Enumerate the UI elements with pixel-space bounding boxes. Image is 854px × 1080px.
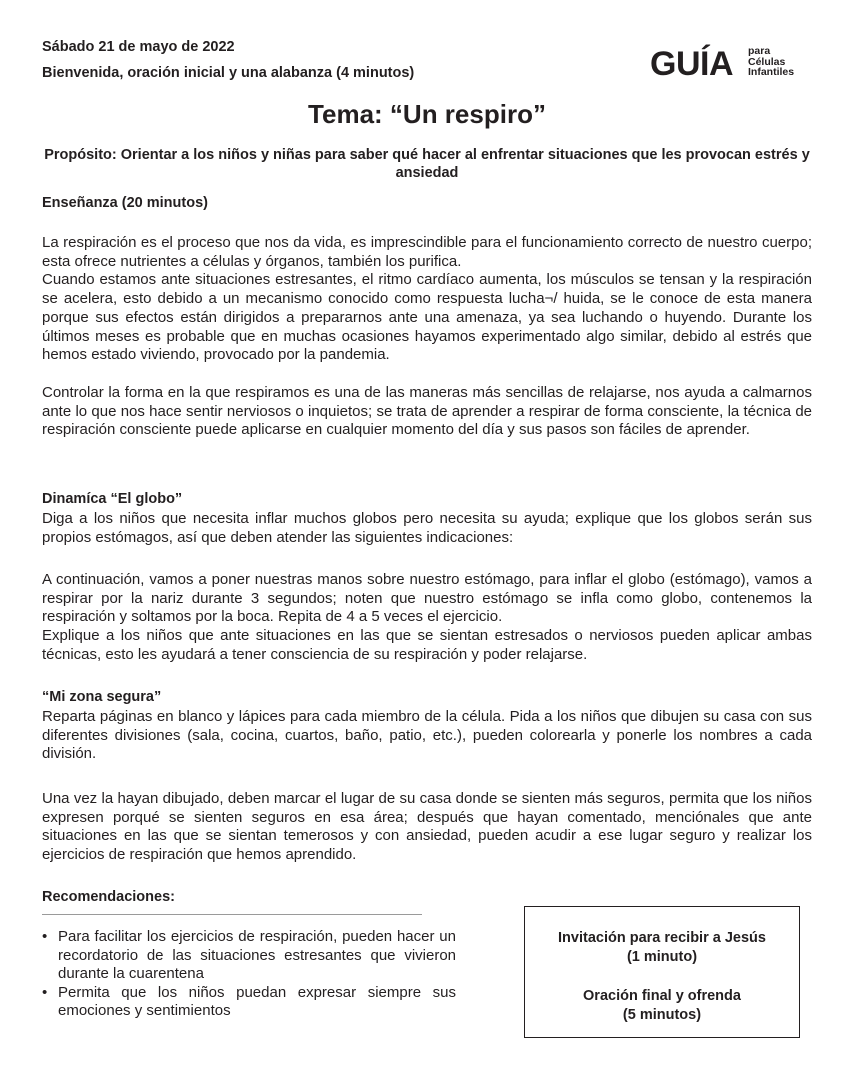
- paragraph: Controlar la forma en la que respiramos es una de las maneras más sencillas de relajarse, nos ayuda a calmarnos ante lo que nos hace sentir nerviosos o inquietos; se trata de aprender a respirar de forma consciente, la técnica de respiración consciente puede aplicarse en cualquier momento del día y sus pasos son fáciles de aprender.: [42, 384, 812, 439]
- teaching-section: [42, 234, 812, 365]
- list-item: [42, 984, 456, 1021]
- globo-instructions: [42, 571, 812, 665]
- logo-subtitle-line: Infantiles: [748, 66, 795, 78]
- paragraph: Cuando estamos ante situaciones estresantes, el ritmo cardíaco aumenta, los músculos se tensan y la respiración se acelera, esto debido a un mecanismo conocido como respuesta lucha¬/ huida, se le conoce de esta manera porque sus efectos están dirigidos a prepararnos ante una amenaza, ya sea luchando o huyendo. Durante los últimos meses es probable que en muchas ocasiones hayamos experimentado algo similar, debido al estrés que hemos estado viviendo, provocado por la pandemia.: [42, 271, 812, 364]
- closing-prayer-block: [525, 987, 799, 1025]
- teaching-heading: Enseñanza (20 minutos): [42, 195, 208, 211]
- paragraph: La respiración es el proceso que nos da vida, es imprescindible para el funcionamiento correcto de nuestro cuerpo; esta ofrece nutrientes a células y órganos, también los purifica.: [42, 234, 812, 270]
- guia-logo: [650, 44, 820, 84]
- invitation-block: [525, 929, 799, 967]
- bullet-icon: •: [42, 928, 48, 945]
- globo-heading: Dinamíca “El globo”: [42, 491, 183, 507]
- invitation-label: Invitación para recibir a Jesús: [558, 930, 766, 946]
- list-item: [42, 928, 456, 984]
- list-item-text: Permita que los niños puedan expresar siempre sus emociones y sentimientos: [58, 983, 456, 1019]
- intro-heading: Bienvenida, oración inicial y una alabanza (4 minutos): [42, 65, 415, 81]
- logo-subtitle: [748, 46, 794, 78]
- paragraph: Una vez la hayan dibujado, deben marcar el lugar de su casa donde se sienten más seguros, permita que los niños expresen porqué se sienten seguros en esa área; después que hayan comentado, menciónales que ante situaciones en las que se sientan temerosos y con ansiedad, pueden acudir a ese lugar seguro y realizar los ejercicios de respiración que hemos aprendido.: [42, 790, 812, 864]
- paragraph: Diga a los niños que necesita inflar muchos globos pero necesita su ayuda; explique que los globos serán sus propios estómagos, así que deben atender las siguientes indicaciones:: [42, 510, 812, 546]
- zona-heading: “Mi zona segura”: [42, 689, 162, 705]
- page-title: Tema: “Un respiro”: [308, 99, 546, 129]
- paragraph: A continuación, vamos a poner nuestras manos sobre nuestro estómago, para inflar el globo (estómago), vamos a respirar por la nariz durante 3 segundos; noten que nuestro estómago se infla como globo, contenemos la respiración y soltamos por la boca. Repita de 4 a 5 veces el ejercicio.: [42, 571, 812, 626]
- date-heading: Sábado 21 de mayo de 2022: [42, 39, 235, 55]
- paragraph: Reparta páginas en blanco y lápices para cada miembro de la célula. Pida a los niños que dibujen su casa con sus diferentes divisiones (sala, cocina, cuartos, baño, patio, etc.), pueden colorearla y ponerle los nombres a cada división.: [42, 708, 812, 763]
- closing-prayer-duration: (5 minutos): [622, 1007, 702, 1023]
- invitation-duration: (1 minuto): [626, 949, 698, 965]
- logo-subtitle-line: Células: [748, 55, 786, 68]
- purpose-text: Propósito: Orientar a los niños y niñas para saber qué hacer al enfrentar situaciones que les provocan estrés y ansiedad: [44, 147, 810, 181]
- logo-subtitle-line: para: [748, 45, 771, 57]
- bullet-icon: •: [42, 983, 48, 1001]
- paragraph: Explique a los niños que ante situaciones en las que se sientan estresados o nerviosos pueden aplicar ambas técnicas, esto les ayudará a tener consciencia de su respiración y poder relajarse.: [42, 627, 812, 663]
- divider: [42, 914, 422, 915]
- closing-box: [524, 906, 800, 1038]
- list-item-text: Para facilitar los ejercicios de respiración, pueden hacer un recordatorio de las situaciones estresantes que vivieron durante la cuarentena: [58, 928, 456, 982]
- recommendations-list: [42, 928, 456, 1021]
- closing-prayer-label: Oración final y ofrenda: [583, 988, 741, 1004]
- recommendations-heading: Recomendaciones:: [42, 889, 175, 905]
- logo-wordmark: GUÍA: [650, 45, 733, 83]
